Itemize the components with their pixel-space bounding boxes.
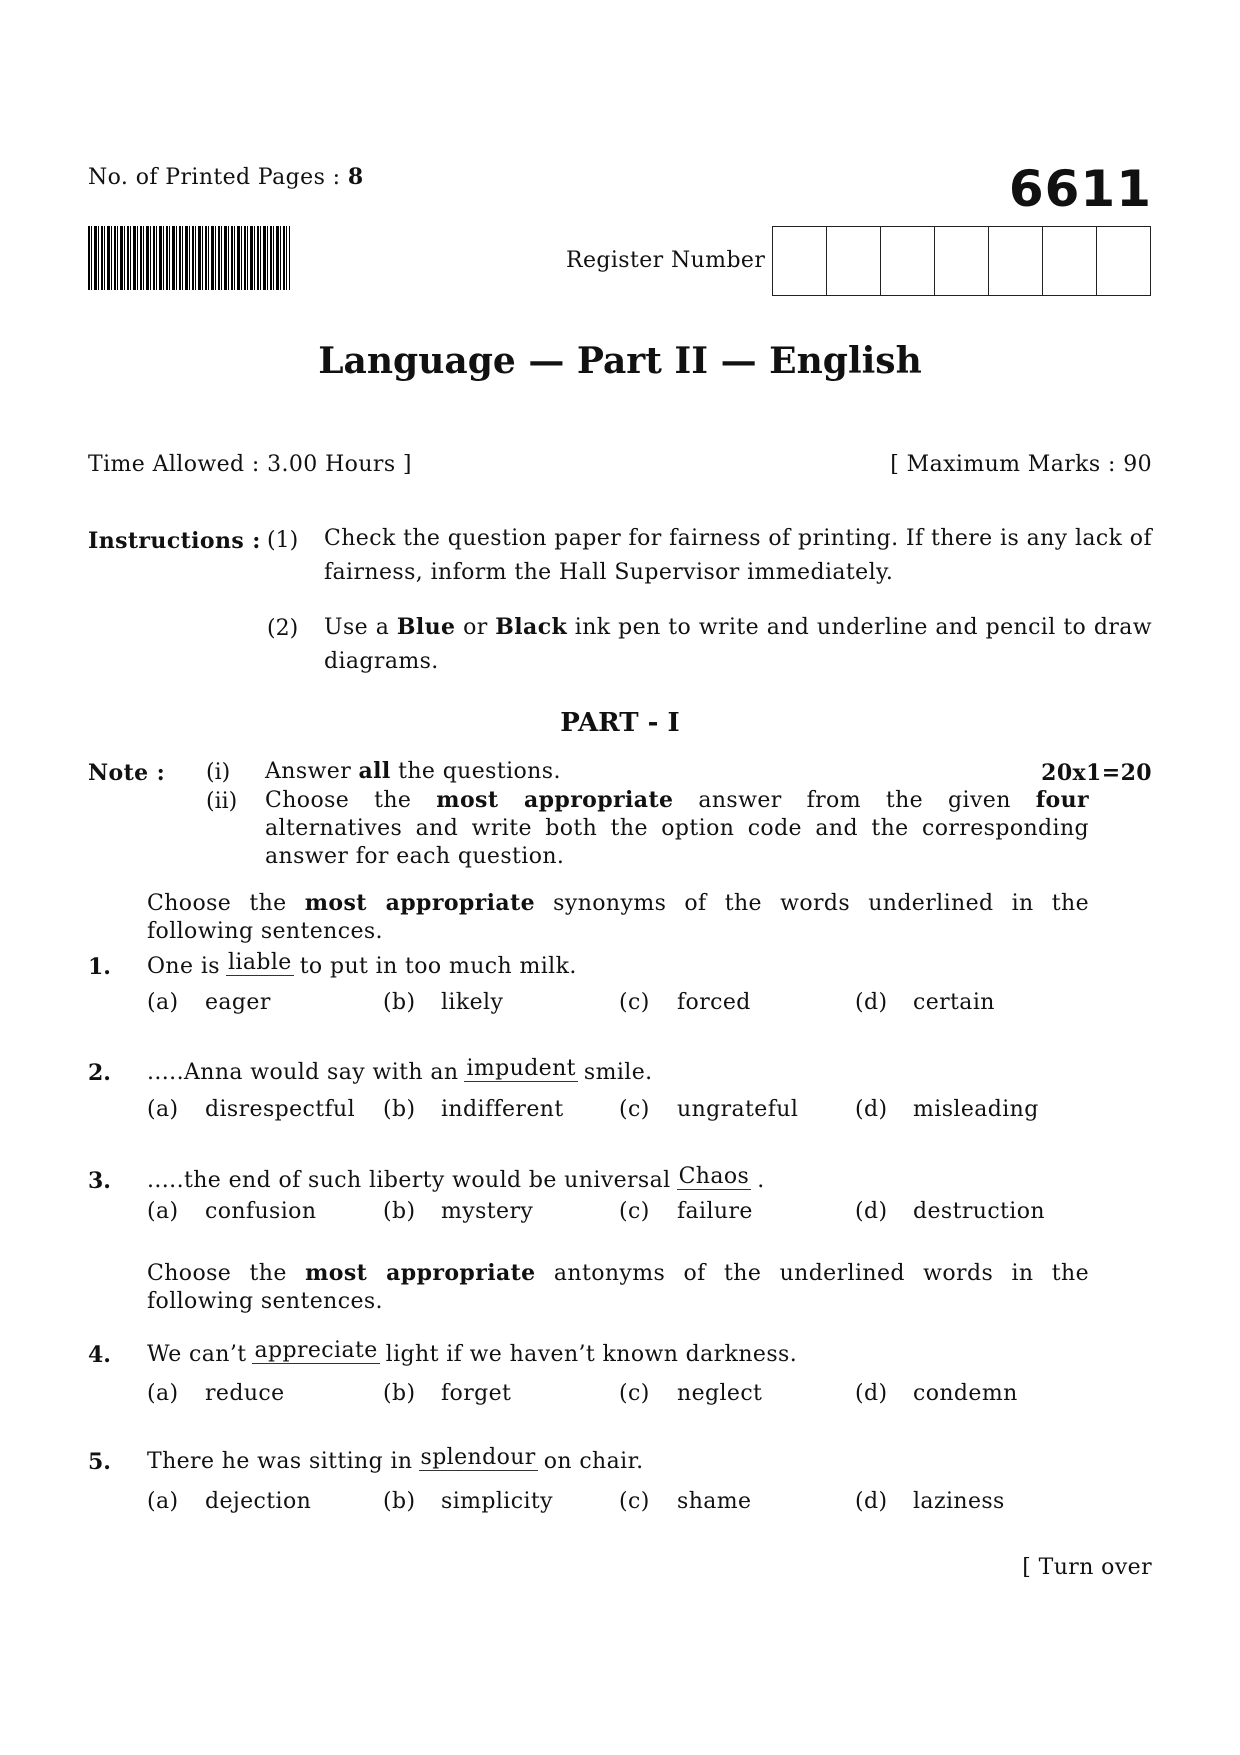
- note-heading: Note :: [88, 760, 166, 786]
- register-number-label: Register Number: [566, 248, 766, 273]
- note-item-number: (i): [206, 760, 231, 785]
- turn-over-note: [ Turn over: [1022, 1555, 1152, 1580]
- register-digit-box: [881, 227, 935, 295]
- option: (c) ungrateful: [619, 1097, 799, 1122]
- option: (b) mystery: [383, 1199, 534, 1224]
- option: (c) shame: [619, 1489, 752, 1514]
- option: (a) reduce: [147, 1381, 285, 1406]
- option: (c) failure: [619, 1199, 753, 1224]
- question-number: 5.: [88, 1449, 111, 1475]
- option: (a) dejection: [147, 1489, 312, 1514]
- question-number: 3.: [88, 1168, 111, 1194]
- question-number: 1.: [88, 954, 111, 980]
- underlined-word: liable: [227, 950, 292, 975]
- question-stem: One is liable to put in too much milk.: [147, 950, 577, 979]
- question-stem: .....Anna would say with an impudent smile.: [147, 1056, 653, 1085]
- register-digit-box: [1097, 227, 1150, 295]
- instruction-number: (1): [267, 528, 299, 553]
- option: (c) forced: [619, 990, 751, 1015]
- section-instruction: Choose the most appropriate antonyms of the underlined words in the following sentences.: [147, 1260, 1089, 1314]
- option: (d) certain: [855, 990, 995, 1015]
- underlined-word: impudent: [466, 1056, 576, 1081]
- part-title: PART - I: [560, 708, 680, 738]
- note-item-text: Choose the most appropriate answer from the given four alternatives and write both the option code and the corresponding answer for each question.: [265, 787, 1090, 869]
- option: (d) destruction: [855, 1199, 1045, 1224]
- note-item-number: (ii): [206, 789, 238, 814]
- register-digit-box: [989, 227, 1043, 295]
- barcode: [88, 226, 290, 290]
- register-digit-box: [1043, 227, 1097, 295]
- option: (d) condemn: [855, 1381, 1018, 1406]
- option: (b) forget: [383, 1381, 512, 1406]
- option: (a) confusion: [147, 1199, 317, 1224]
- option: (b) likely: [383, 990, 504, 1015]
- register-digit-box: [935, 227, 989, 295]
- option: (a) eager: [147, 990, 271, 1015]
- option: (b) indifferent: [383, 1097, 564, 1122]
- underlined-word: appreciate: [254, 1338, 378, 1363]
- note-item-text: Answer all the questions.: [265, 758, 561, 784]
- option: (d) misleading: [855, 1097, 1039, 1122]
- question-number: 4.: [88, 1342, 111, 1368]
- option: (c) neglect: [619, 1381, 763, 1406]
- printed-pages-label: No. of Printed Pages :: [88, 165, 341, 190]
- question-stem: .....the end of such liberty would be universal Chaos .: [147, 1164, 765, 1193]
- question-number: 2.: [88, 1060, 111, 1086]
- register-number-boxes: [772, 226, 1151, 296]
- instruction-text: Check the question paper for fairness of printing. If there is any lack of fairness, inform the Hall Supervisor immediately.: [324, 526, 1152, 585]
- question-stem: There he was sitting in splendour on chair.: [147, 1445, 644, 1474]
- option: (d) laziness: [855, 1489, 1005, 1514]
- register-digit-box: [827, 227, 881, 295]
- underlined-word: splendour: [420, 1445, 536, 1470]
- instruction-text: Use a Blue or Black ink pen to write and underline and pencil to draw diagrams.: [324, 614, 1152, 674]
- printed-pages-value: 8: [347, 164, 364, 190]
- paper-title: Language — Part II — English: [318, 340, 922, 382]
- instructions-heading: Instructions :: [88, 528, 261, 554]
- time-allowed: Time Allowed : 3.00 Hours ]: [88, 452, 412, 477]
- note-marks: 20x1=20: [1041, 760, 1152, 786]
- question-stem: We can’t appreciate light if we haven’t known darkness.: [147, 1338, 798, 1367]
- register-digit-box: [773, 227, 827, 295]
- underlined-word: Chaos: [678, 1164, 750, 1189]
- maximum-marks: [ Maximum Marks : 90: [890, 452, 1152, 477]
- paper-code: 6611: [1008, 160, 1152, 218]
- instruction-number: (2): [267, 616, 299, 641]
- section-instruction: Choose the most appropriate synonyms of the words underlined in the following sentences.: [147, 890, 1089, 944]
- option: (b) simplicity: [383, 1489, 553, 1514]
- printed-pages: [88, 164, 364, 190]
- option: (a) disrespectful: [147, 1097, 356, 1122]
